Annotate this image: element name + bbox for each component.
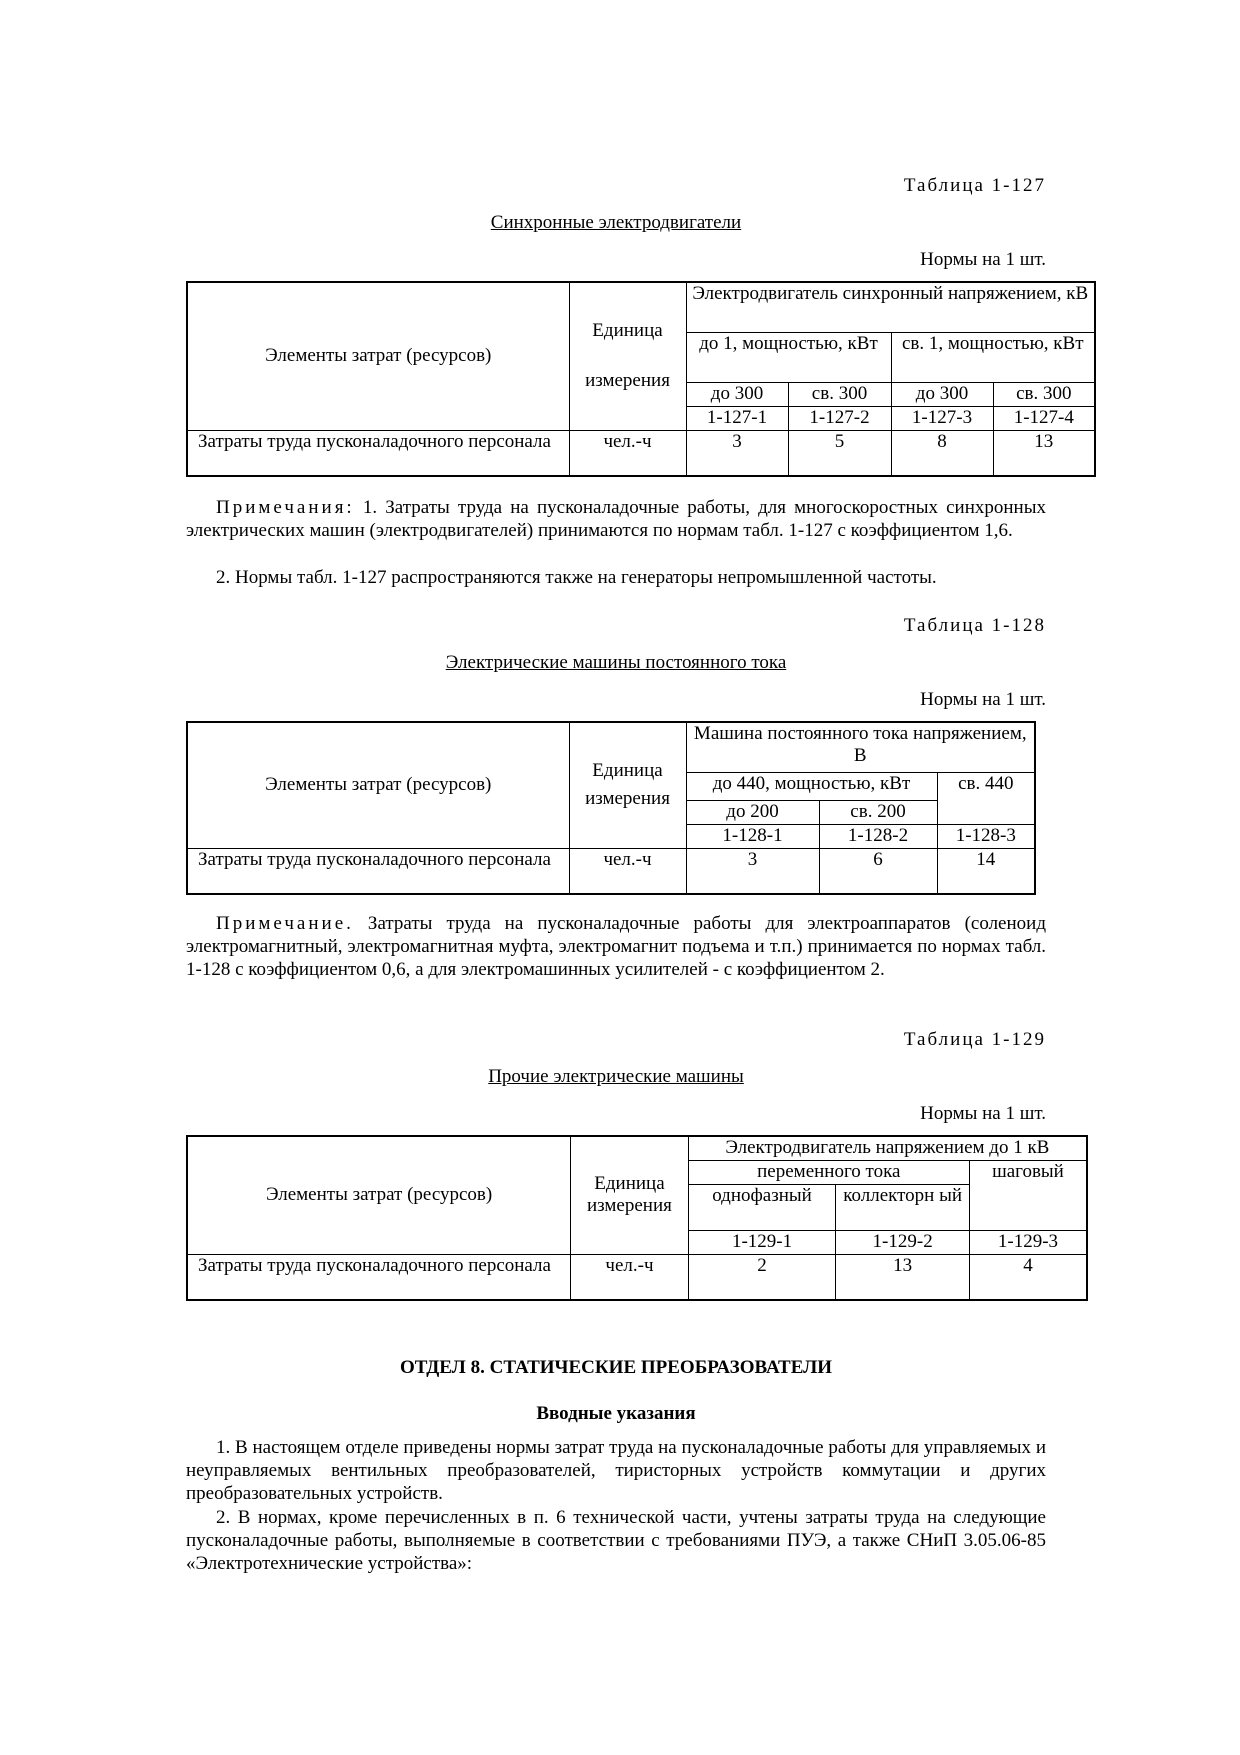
code-cell: 1-127-4: [993, 406, 1095, 430]
section-subtitle: Вводные указания: [536, 1403, 696, 1424]
code-cell: 1-129-1: [688, 1230, 836, 1254]
code-cell: 1-127-2: [788, 406, 891, 430]
table-1-127: [186, 281, 1096, 477]
header-unit: [569, 722, 686, 848]
header-col1: до 300: [686, 382, 788, 406]
header-col1: однофазный: [688, 1184, 836, 1230]
code-cell: 1-128-1: [686, 824, 819, 848]
table-row: [187, 430, 1095, 476]
table-1-129: [186, 1135, 1088, 1301]
table-caption: Электрические машины постоянного тока: [445, 652, 787, 673]
table-norms: Нормы на 1 шт.: [920, 249, 1046, 270]
value-cell: 3: [686, 848, 819, 894]
table-row: [187, 848, 1035, 894]
code-cell: 1-128-3: [937, 824, 1035, 848]
value-cell: 2: [688, 1254, 836, 1300]
note-lead: Примечание.: [216, 913, 354, 934]
value-cell: 4: [969, 1254, 1087, 1300]
header-sub2: шаговый: [969, 1160, 1087, 1230]
table-number: Таблица 1-129: [903, 1029, 1046, 1050]
row-unit: чел.-ч: [571, 1254, 689, 1300]
header-sub2: св. 1, мощностью, кВт: [891, 332, 1095, 382]
code-cell: 1-129-2: [836, 1230, 970, 1254]
header-group: Машина постоянного тока напряжением, В: [686, 722, 1035, 772]
row-label: Затраты труда пусконаладочного персонала: [187, 430, 569, 476]
note-127-1: [186, 496, 1046, 542]
note-128: [186, 912, 1046, 981]
value-cell: 5: [788, 430, 891, 476]
header-sub1: до 1, мощностью, кВт: [686, 332, 891, 382]
header-unit: [569, 282, 686, 430]
header-unit-line1: Единица: [592, 760, 663, 782]
header-sub2: св. 440: [937, 772, 1035, 824]
table-number: Таблица 1-127: [903, 175, 1046, 196]
value-cell: 13: [836, 1254, 970, 1300]
row-label: Затраты труда пусконаладочного персонала: [187, 1254, 571, 1300]
header-col2: коллекторн ый: [836, 1184, 970, 1230]
table-norms: Нормы на 1 шт.: [920, 1103, 1046, 1124]
header-col2: св. 200: [819, 800, 937, 824]
code-cell: 1-128-2: [819, 824, 937, 848]
note-127-2: 2. Нормы табл. 1-127 распространяются также на генераторы непромышленной частоты.: [216, 567, 937, 588]
header-col3: до 300: [891, 382, 993, 406]
header-unit-line2: измерения: [587, 1195, 672, 1217]
header-group: Электродвигатель напряжением до 1 кВ: [688, 1136, 1087, 1160]
header-unit-line1: Единица: [594, 1173, 665, 1195]
value-cell: 13: [993, 430, 1095, 476]
header-col1: до 200: [686, 800, 819, 824]
header-col2: св. 300: [788, 382, 891, 406]
table-caption: Прочие электрические машины: [488, 1066, 744, 1087]
header-col4: св. 300: [993, 382, 1095, 406]
row-label: Затраты труда пусконаладочного персонала: [187, 848, 569, 894]
header-unit-line1: Единица: [592, 320, 663, 342]
table-1-128: [186, 721, 1036, 895]
value-cell: 3: [686, 430, 788, 476]
note-text: Затраты труда на пусконаладочные работы для электроаппаратов (соленоид электромагнитный, электромагнитная муфта, электромагнит подъема и т.п.) принимается по нормах табл. 1-128 с коэффициентом 0,6, а для электромашинных усилителей - с коэффициентом 2.: [186, 913, 1046, 980]
section-title: ОТДЕЛ 8. СТАТИЧЕСКИЕ ПРЕОБРАЗОВАТЕЛИ: [399, 1357, 833, 1378]
value-cell: 6: [819, 848, 937, 894]
value-cell: 8: [891, 430, 993, 476]
note-text: 1. Затраты труда на пусконаладочные работы, для многоскоростных синхронных электрических машин (электродвигателей) принимаются по нормам табл. 1-127 с коэффициентом 1,6.: [186, 497, 1046, 541]
code-cell: 1-127-1: [686, 406, 788, 430]
section-paragraph-2: 2. В нормах, кроме перечисленных в п. 6 технической части, учтены затраты труда на следующие пусконаладочные работы, выполняемые в соответствии с требованиями ПУЭ, а также СНиП 3.05.06-85 «Электротехнические устройства»:: [186, 1507, 1046, 1574]
header-elements: Элементы затрат (ресурсов): [187, 282, 569, 430]
header-sub1: до 440, мощностью, кВт: [686, 772, 937, 800]
header-unit-line2: измерения: [585, 788, 670, 810]
header-unit: [571, 1136, 689, 1254]
row-unit: чел.-ч: [569, 430, 686, 476]
table-number: Таблица 1-128: [903, 615, 1046, 636]
value-cell: 14: [937, 848, 1035, 894]
code-cell: 1-129-3: [969, 1230, 1087, 1254]
note-lead: Примечания:: [216, 497, 355, 518]
code-cell: 1-127-3: [891, 406, 993, 430]
table-caption: Синхронные электродвигатели: [490, 212, 742, 233]
section-paragraph-1: 1. В настоящем отделе приведены нормы затрат труда на пусконаладочные работы для управляемых и неуправляемых вентильных преобразователей, тиристорных устройств коммутации и других преобразовательных устройств.: [186, 1437, 1046, 1504]
table-row: [187, 1254, 1087, 1300]
header-elements: Элементы затрат (ресурсов): [187, 722, 569, 848]
row-unit: чел.-ч: [569, 848, 686, 894]
header-elements: Элементы затрат (ресурсов): [187, 1136, 571, 1254]
header-sub1: переменного тока: [688, 1160, 969, 1184]
header-group: Электродвигатель синхронный напряжением, кВ: [686, 282, 1095, 332]
table-norms: Нормы на 1 шт.: [920, 689, 1046, 710]
header-unit-line2: измерения: [585, 370, 670, 392]
